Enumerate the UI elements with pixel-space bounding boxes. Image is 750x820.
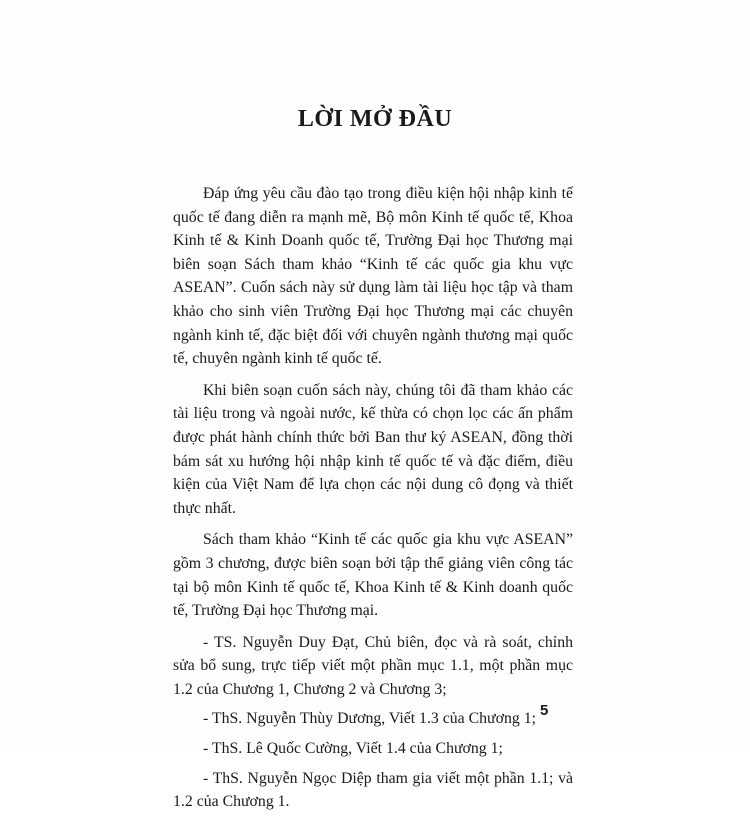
author-item: - ThS. Nguyễn Thùy Dương, Viết 1.3 của Chương 1; (203, 710, 537, 728)
paragraph-sources: Khi biên soạn cuốn sách này, chúng tôi đã tham khảo các tài liệu trong và ngoài nước, kế thừa có chọn lọc các ấn phẩm được phát hành chính thức bởi Ban thư ký ASEAN, đồng thời bám sát xu hướng hội nhập kinh tế quốc tế và đặc điểm, điều kiện của Việt Nam để lựa chọn các nội dung cô đọng và thiết thực nhất. (173, 381, 573, 517)
paragraph-intro: Đáp ứng yêu cầu đào tạo trong điều kiện hội nhập kinh tế quốc tế đang diễn ra mạnh mẽ, Bộ môn Kinh tế quốc tế, Khoa Kinh tế & Kinh Doanh quốc tế, Trường Đại học Thương mại biên soạn Sách tham khảo “Kinh tế các quốc gia khu vực ASEAN”. Cuốn sách này sử dụng làm tài liệu học tập và tham khảo cho sinh viên Trường Đại học Thương mại các chuyên ngành kinh tế, đặc biệt đối với chuyên ngành thương mại quốc tế, chuyên ngành kinh tế quốc tế. (173, 185, 573, 368)
paragraph-structure: Sách tham khảo “Kinh tế các quốc gia khu vực ASEAN” gồm 3 chương, được biên soạn bởi tập thể giảng viên công tác tại bộ môn Kinh tế quốc tế, Khoa Kinh tế & Kinh doanh quốc tế, Trường Đại học Thương mại. (173, 531, 573, 620)
author-item: - TS. Nguyễn Duy Đạt, Chủ biên, đọc và rà soát, chỉnh sửa bổ sung, trực tiếp viết một phần mục 1.1, một phần mục 1.2 của Chương 1, Chương 2 và Chương 3; (173, 633, 573, 698)
preface-body (173, 182, 573, 820)
page-title: LỜI MỞ ĐẦU (297, 106, 453, 132)
author-item: - ThS. Lê Quốc Cường, Viết 1.4 của Chương 1; (203, 740, 503, 758)
page-number: 5 (540, 702, 549, 719)
author-item: - ThS. Nguyễn Ngọc Diệp tham gia viết một phần 1.1; và 1.2 của Chương 1. (173, 769, 573, 811)
